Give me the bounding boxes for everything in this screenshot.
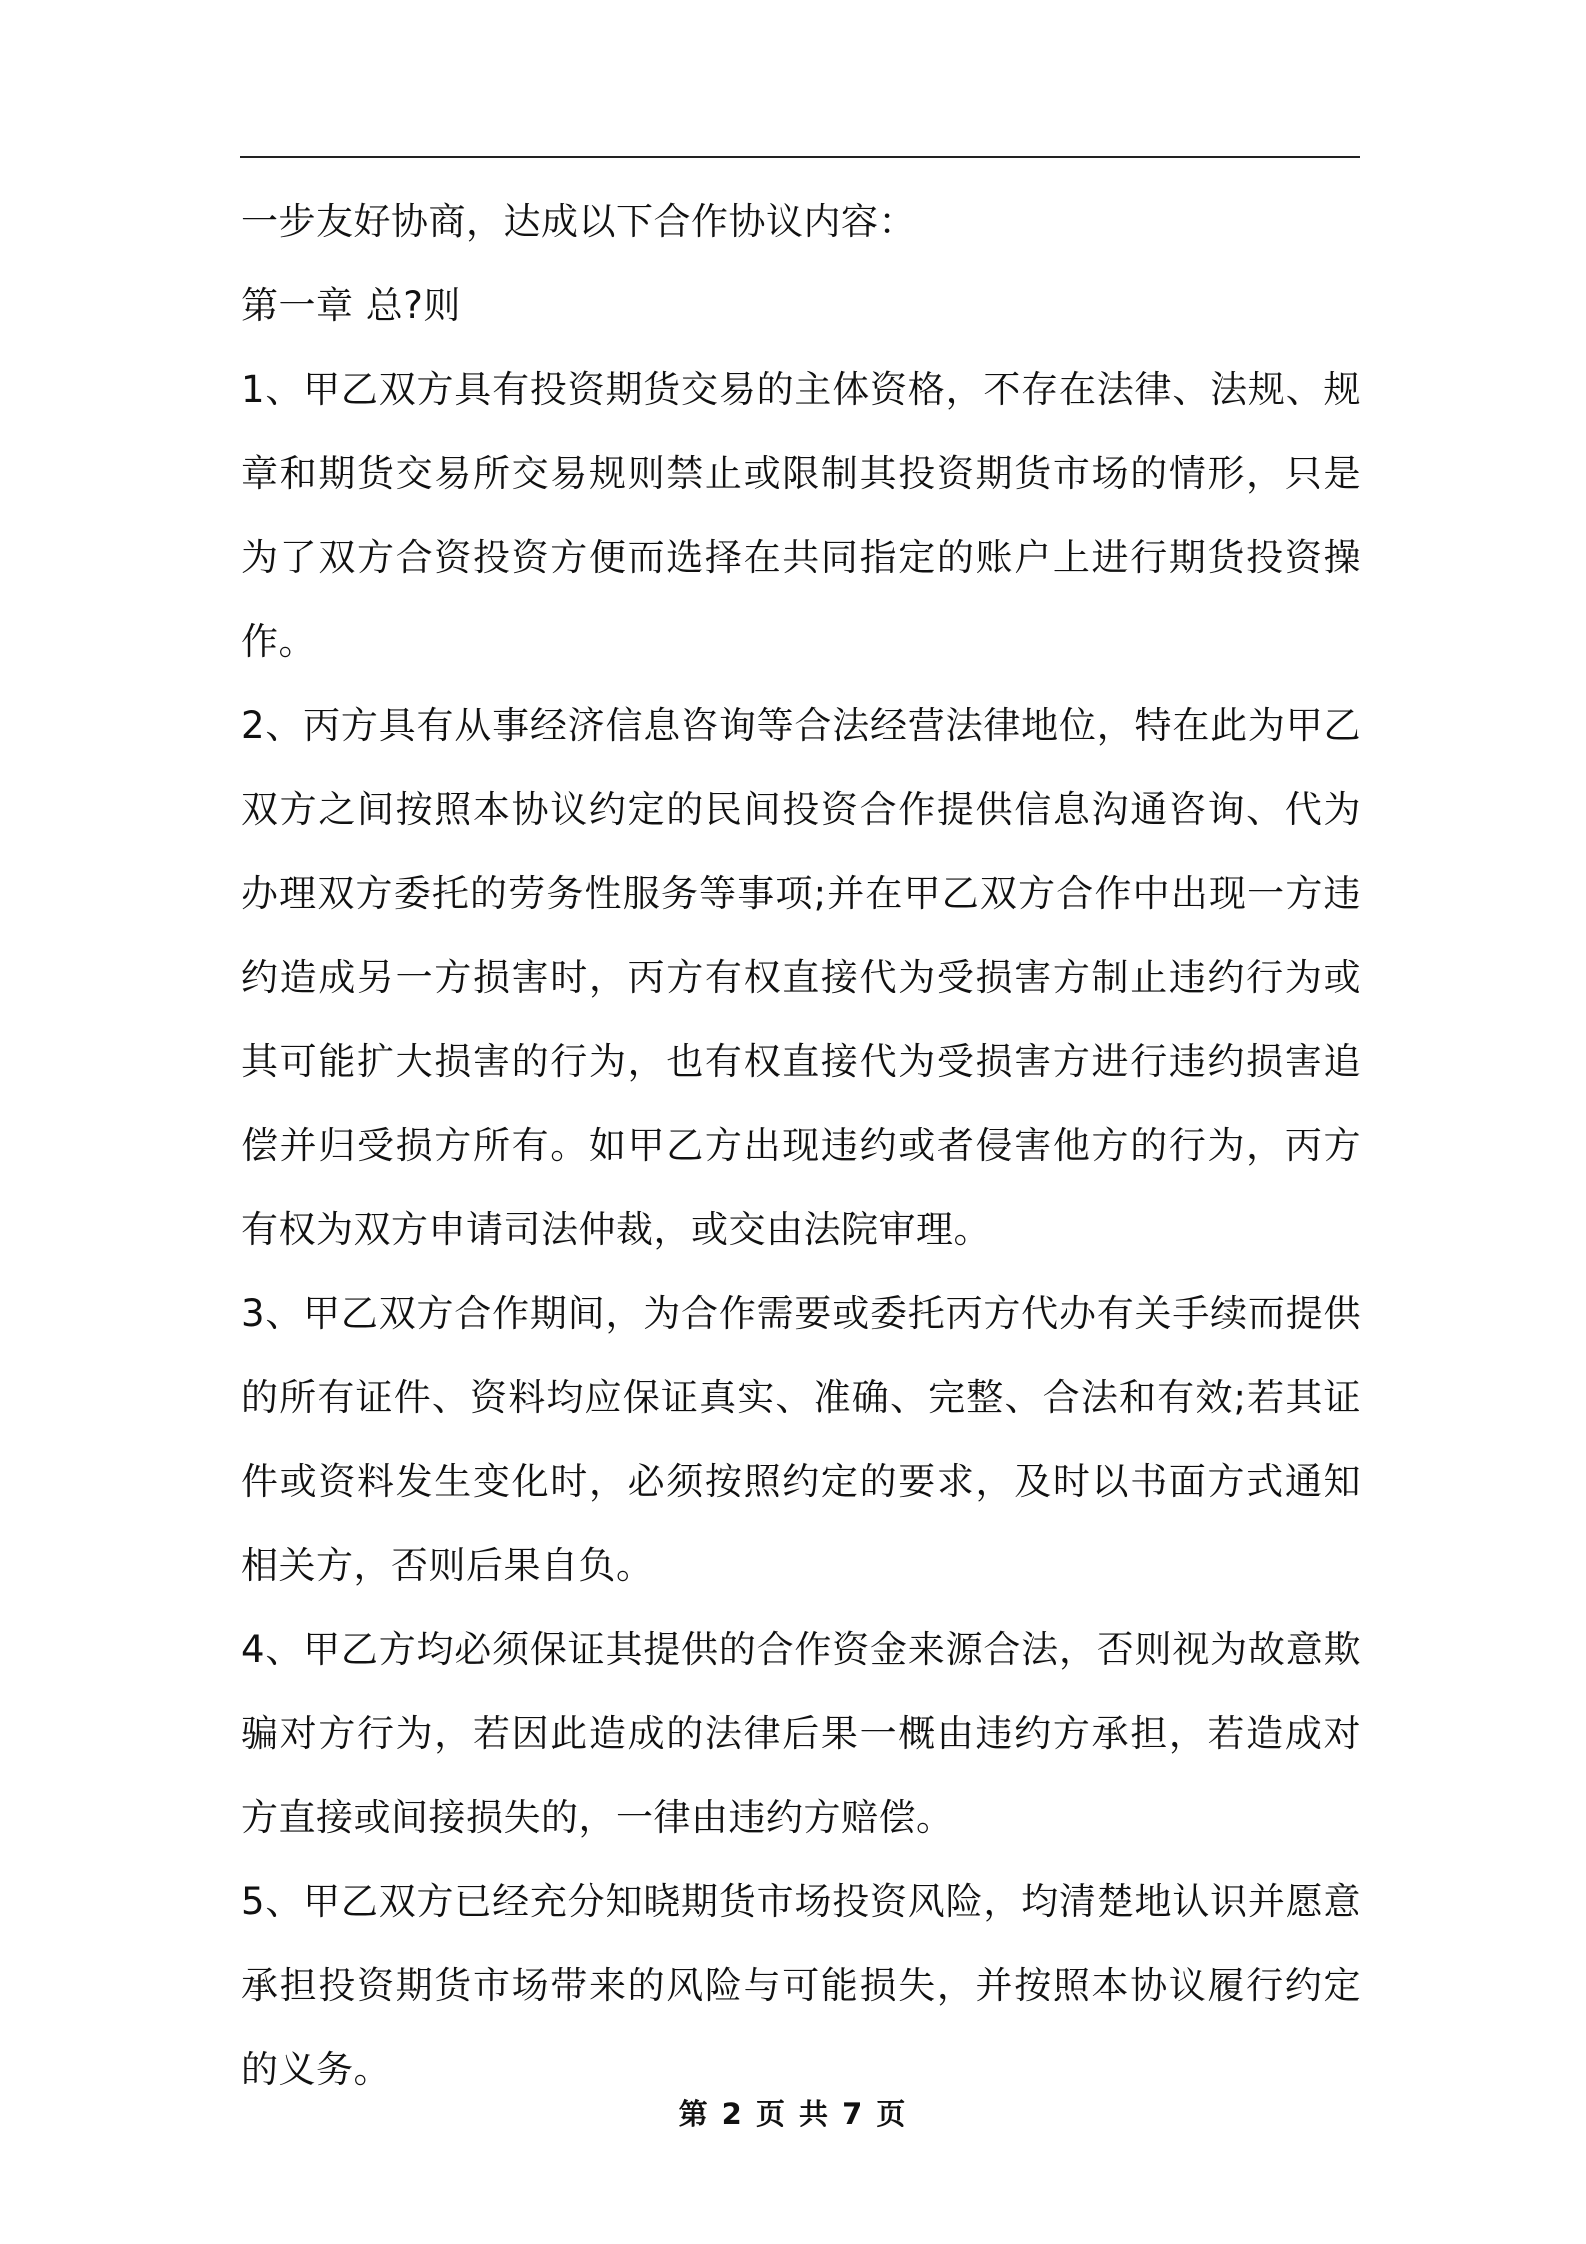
clause-5: 5、甲乙双方已经充分知晓期货市场投资风险，均清楚地认识并愿意承担投资期货市场带来的风险与可能损失，并按照本协议履行约定的义务。 [241,1880,1361,2091]
document-body [241,180,1361,2112]
clause-2: 2、丙方具有从事经济信息咨询等合法经营法律地位，特在此为甲乙双方之间按照本协议约定的民间投资合作提供信息沟通咨询、代为办理双方委托的劳务性服务等事项;并在甲乙双方合作中出现一方违约造成另一方损害时，丙方有权直接代为受损害方制止违约行为或其可能扩大损害的行为，也有权直接代为受损害方进行违约损害追偿并归受损方所有。如甲乙方出现违约或者侵害他方的行为，丙方有权为双方申请司法仲裁，或交由法院审理。 [241,704,1361,1251]
page-number: 第 2 页 共 7 页 [678,2097,908,2131]
chapter-heading: 第一章 总?则 [241,284,461,327]
clause-4: 4、甲乙方均必须保证其提供的合作资金来源合法，否则视为故意欺骗对方行为，若因此造成的法律后果一概由违约方承担，若造成对方直接或间接损失的，一律由违约方赔偿。 [241,1628,1361,1839]
header-rule [240,156,1360,158]
intro-paragraph: 一步友好协商，达成以下合作协议内容： [241,200,916,243]
clause-3: 3、甲乙双方合作期间，为合作需要或委托丙方代办有关手续而提供的所有证件、资料均应保证真实、准确、完整、合法和有效;若其证件或资料发生变化时，必须按照约定的要求，及时以书面方式通知相关方，否则后果自负。 [241,1292,1361,1587]
clause-1: 1、甲乙双方具有投资期货交易的主体资格，不存在法律、法规、规章和期货交易所交易规则禁止或限制其投资期货市场的情形，只是为了双方合资投资方便而选择在共同指定的账户上进行期货投资操作。 [241,368,1361,663]
